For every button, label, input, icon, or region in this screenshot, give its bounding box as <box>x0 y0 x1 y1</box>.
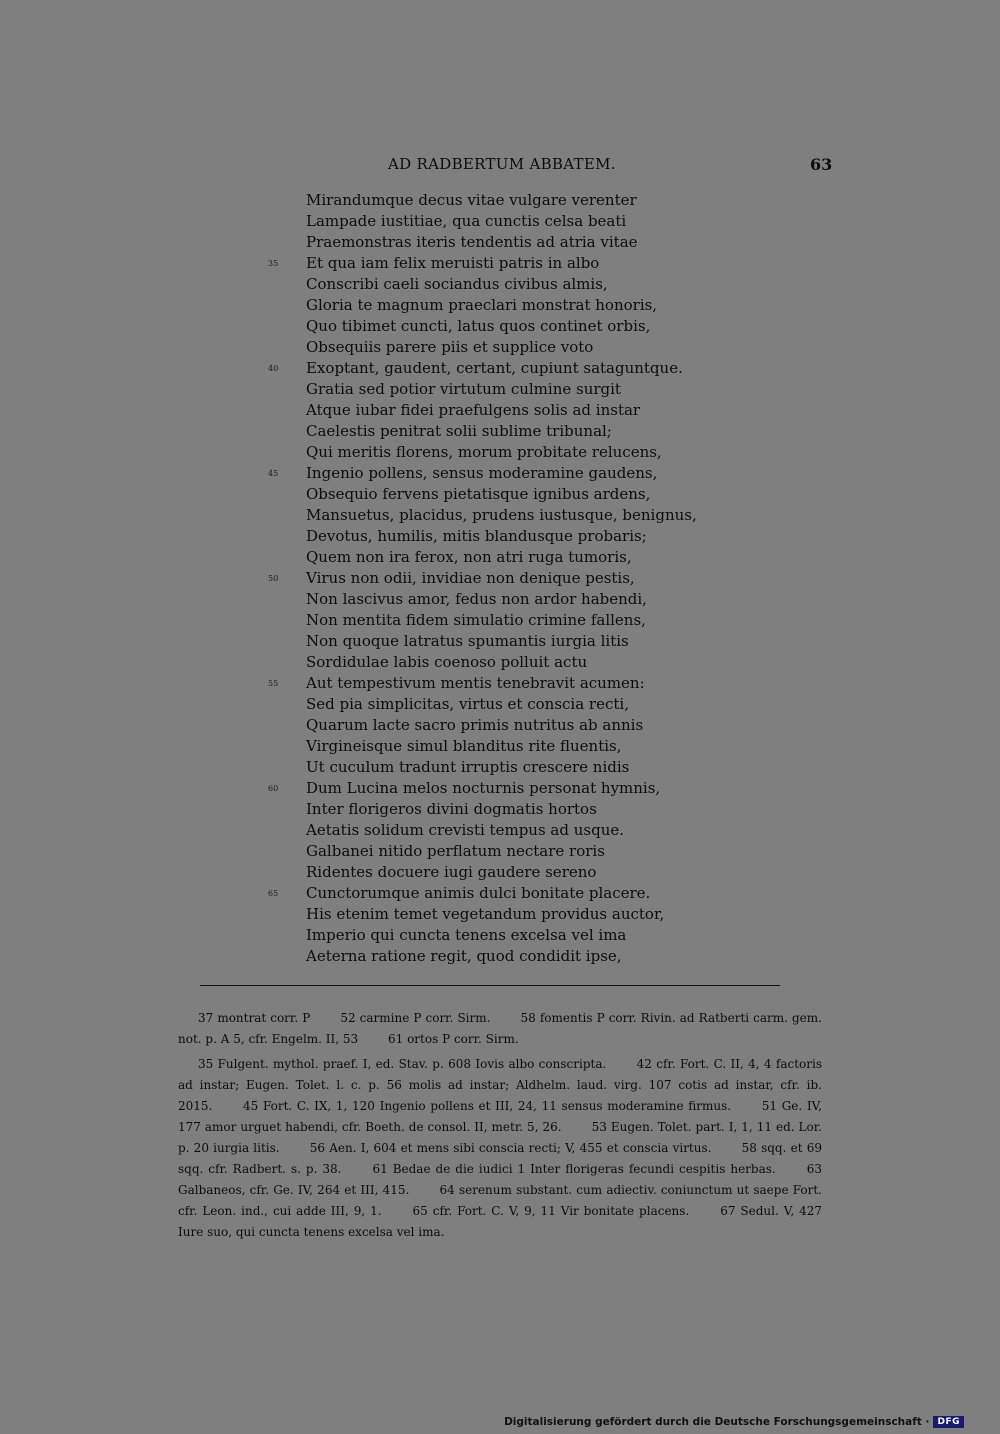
verse-text: Obsequiis parere piis et supplice voto <box>306 338 594 356</box>
verse-text: Aetatis solidum crevisti tempus ad usque. <box>306 821 624 839</box>
apparatus-entry: 61 Bedae de die iudici 1 Inter florigeras fecundi cespitis herbas. <box>372 1162 776 1176</box>
verse-text: Quo tibimet cuncti, latus quos continet orbis, <box>306 317 651 335</box>
verse-line <box>268 568 828 589</box>
verse-text: Devotus, humilis, mitis blandusque probaris; <box>306 527 647 545</box>
apparatus-entry: 42 cfr. Fort. C. II, 4, 4 factoris ad instar; Eugen. Tolet. l. c. p. 56 molis ad instar; Aldhelm. laud. virg. 107 cotis ad instar, cfr. ib. 2015. <box>178 1057 822 1113</box>
footnote-rule <box>200 985 780 986</box>
verse-line <box>268 421 828 442</box>
verse-line <box>268 610 828 631</box>
verse-text: Gratia sed potior virtutum culmine surgit <box>306 380 621 398</box>
verse-line <box>268 358 828 379</box>
apparatus-entry: 64 serenum substant. cum adiectiv. coniunctum ut saepe Fort. cfr. Leon. ind., cui adde III, 9, 1. <box>178 1183 822 1218</box>
verse-text: Ingenio pollens, sensus moderamine gaudens, <box>306 464 658 482</box>
apparatus-entry: 45 Fort. C. IX, 1, 120 Ingenio pollens et III, 24, 11 sensus moderamine firmus. <box>243 1099 732 1113</box>
apparatus-entry: 35 Fulgent. mythol. praef. I, ed. Stav. p. 608 Iovis albo conscripta. <box>198 1057 607 1071</box>
verse-text: Cunctorumque animis dulci bonitate placere. <box>306 884 651 902</box>
line-number: 40 <box>268 364 279 373</box>
verse-line <box>268 211 828 232</box>
digitization-footer <box>504 1416 964 1428</box>
verse-line <box>268 715 828 736</box>
verse-line <box>268 463 828 484</box>
verse-text: Ridentes docuere iugi gaudere sereno <box>306 863 597 881</box>
verse-line <box>268 799 828 820</box>
verse-text: Non mentita fidem simulatio crimine fallens, <box>306 611 646 629</box>
verse-line <box>268 253 828 274</box>
verse-line <box>268 547 828 568</box>
verse-line <box>268 316 828 337</box>
verse-line <box>268 631 828 652</box>
apparatus-entry: 61 ortos P corr. Sirm. <box>388 1032 519 1046</box>
line-number: 65 <box>268 889 279 898</box>
verse-line <box>268 925 828 946</box>
verse-line <box>268 232 828 253</box>
apparatus-entry: 53 Eugen. Tolet. part. I, 1, 11 ed. Lor. p. 20 iurgia litis. <box>178 1120 822 1155</box>
verse-line <box>268 946 828 967</box>
verse-text: Exoptant, gaudent, certant, cupiunt sataguntque. <box>306 359 683 377</box>
verse-line <box>268 295 828 316</box>
verse-line <box>268 526 828 547</box>
verse-line <box>268 274 828 295</box>
verse-text: Conscribi caeli sociandus civibus almis, <box>306 275 608 293</box>
verse-text: Dum Lucina melos nocturnis personat hymnis, <box>306 779 661 797</box>
verse-text: Sordidulae labis coenoso polluit actu <box>306 653 588 671</box>
verse-text: Quarum lacte sacro primis nutritus ab annis <box>306 716 644 734</box>
verse-line <box>268 190 828 211</box>
verse-text: Ut cuculum tradunt irruptis crescere nidis <box>306 758 630 776</box>
verse-text: Imperio qui cuncta tenens excelsa vel ima <box>306 926 627 944</box>
apparatus-entry: 67 Sedul. V, 427 Iure suo, qui cuncta tenens excelsa vel ima. <box>178 1204 822 1239</box>
verse-text: Aeterna ratione regit, quod condidit ipse, <box>306 947 622 965</box>
verse-line <box>268 337 828 358</box>
page-number: 63 <box>810 155 833 174</box>
verse-line <box>268 673 828 694</box>
verse-line <box>268 778 828 799</box>
verse-text: Praemonstras iteris tendentis ad atria vitae <box>306 233 638 251</box>
verse-line <box>268 589 828 610</box>
apparatus-entry: 52 carmine P corr. Sirm. <box>340 1011 491 1025</box>
verse-line <box>268 694 828 715</box>
verse-text: Caelestis penitrat solii sublime tribunal; <box>306 422 612 440</box>
apparatus-entry: 65 cfr. Fort. C. V, 9, 11 Vir bonitate placens. <box>412 1204 690 1218</box>
verse-text: Virgineisque simul blanditus rite fluentis, <box>306 737 622 755</box>
critical-apparatus <box>178 1008 822 1050</box>
source-apparatus <box>178 1054 822 1243</box>
footer-text: Digitalisierung gefördert durch die Deutsche Forschungsgemeinschaft · <box>504 1416 930 1428</box>
verse-line <box>268 652 828 673</box>
dfg-logo: DFG <box>933 1416 964 1428</box>
verse-text: Atque iubar fidei praefulgens solis ad instar <box>306 401 641 419</box>
poem-text <box>268 190 828 967</box>
verse-line <box>268 442 828 463</box>
verse-text: Virus non odii, invidiae non denique pestis, <box>306 569 635 587</box>
verse-line <box>268 904 828 925</box>
apparatus-entry: 58 sqq. et 69 sqq. cfr. Radbert. s. p. 38. <box>178 1141 822 1176</box>
line-number: 45 <box>268 469 279 478</box>
verse-text: Obsequio fervens pietatisque ignibus ardens, <box>306 485 651 503</box>
apparatus-entry: 63 Galbaneos, cfr. Ge. IV, 264 et III, 415. <box>178 1162 822 1197</box>
verse-text: Gloria te magnum praeclari monstrat honoris, <box>306 296 658 314</box>
line-number: 55 <box>268 679 279 688</box>
verse-line <box>268 757 828 778</box>
apparatus-entry: 56 Aen. I, 604 et mens sibi conscia recti; V, 455 et conscia virtus. <box>309 1141 712 1155</box>
verse-text: Non quoque latratus spumantis iurgia litis <box>306 632 629 650</box>
verse-text: Qui meritis florens, morum probitate relucens, <box>306 443 662 461</box>
verse-line <box>268 379 828 400</box>
verse-text: Galbanei nitido perflatum nectare roris <box>306 842 605 860</box>
verse-text: Aut tempestivum mentis tenebravit acumen: <box>306 674 645 692</box>
verse-line <box>268 862 828 883</box>
verse-text: His etenim temet vegetandum providus auctor, <box>306 905 665 923</box>
line-number: 60 <box>268 784 279 793</box>
running-head: AD RADBERTUM ABBATEM. <box>388 155 616 173</box>
verse-text: Lampade iustitiae, qua cunctis celsa beati <box>306 212 627 230</box>
verse-line <box>268 736 828 757</box>
verse-line <box>268 841 828 862</box>
apparatus-entry: 37 montrat corr. P <box>198 1011 311 1025</box>
verse-text: Inter florigeros divini dogmatis hortos <box>306 800 597 818</box>
verse-text: Mirandumque decus vitae vulgare verenter <box>306 191 637 209</box>
apparatus-entry: 58 fomentis P corr. Rivin. ad Ratberti carm. gem. not. p. A 5, cfr. Engelm. II, 53 <box>178 1011 822 1046</box>
verse-text: Mansuetus, placidus, prudens iustusque, benignus, <box>306 506 697 524</box>
apparatus-entry: 51 Ge. IV, 177 amor urguet habendi, cfr. Boeth. de consol. II, metr. 5, 26. <box>178 1099 822 1134</box>
line-number: 50 <box>268 574 279 583</box>
line-number: 35 <box>268 259 279 268</box>
verse-line <box>268 484 828 505</box>
verse-text: Quem non ira ferox, non atri ruga tumoris, <box>306 548 632 566</box>
verse-line <box>268 505 828 526</box>
verse-text: Et qua iam felix meruisti patris in albo <box>306 254 600 272</box>
verse-text: Non lascivus amor, fedus non ardor habendi, <box>306 590 647 608</box>
verse-line <box>268 883 828 904</box>
verse-line <box>268 400 828 421</box>
verse-text: Sed pia simplicitas, virtus et conscia recti, <box>306 695 629 713</box>
verse-line <box>268 820 828 841</box>
